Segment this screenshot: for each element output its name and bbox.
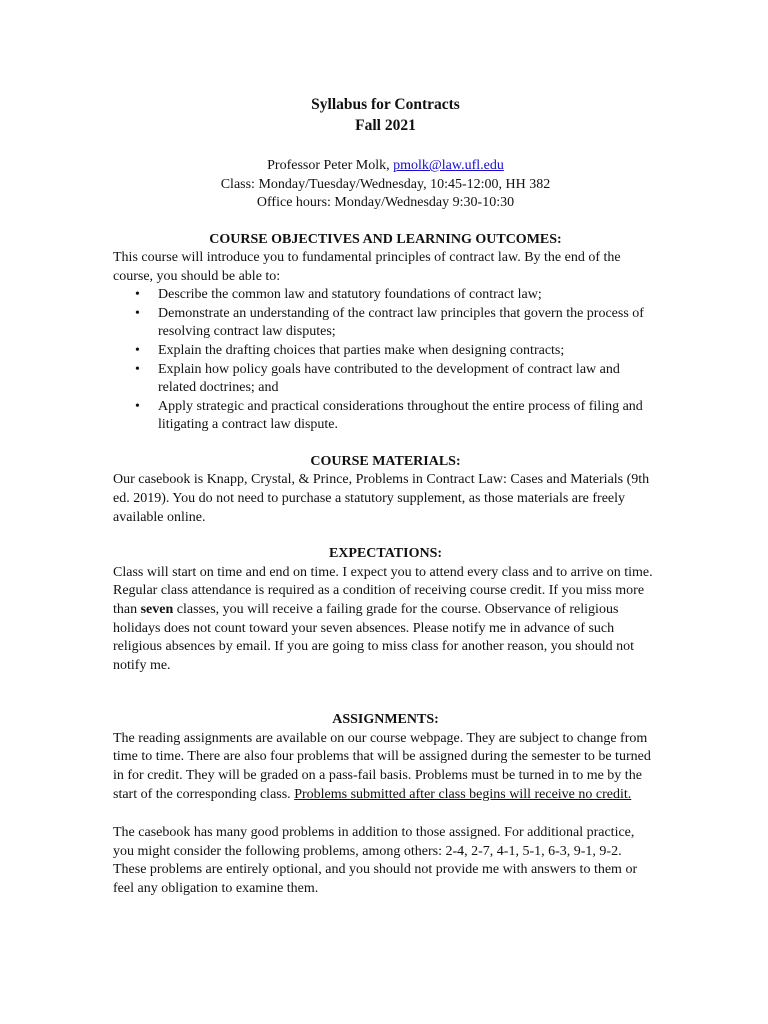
objective-text: Demonstrate an understanding of the contract law principles that govern the process of resolving contract law disputes; [158, 305, 644, 340]
class-schedule: Class: Monday/Tuesday/Wednesday, 10:45-12:00, HH 382 [220, 176, 551, 192]
expectations-text [113, 564, 658, 676]
objectives-list [113, 286, 658, 435]
assignments-text [113, 730, 658, 804]
objective-item [135, 305, 658, 342]
expectations-heading: EXPECTATIONS: [328, 546, 443, 562]
materials-text: Our casebook is Knapp, Crystal, & Prince, Problems in Contract Law: Cases and Materials (9th ed. 2019). You do not need to purchase a statutory supplement, as those materials are freely available online. [113, 472, 650, 525]
objective-text: Explain how policy goals have contributed to the development of contract law and related doctrines; and [158, 361, 620, 396]
objective-item [135, 361, 658, 398]
additional-problems-text: The casebook has many good problems in addition to those assigned. For additional practice, you might consider the following problems, among others: 2-4, 2-7, 4-1, 5-1, 6-3, 9-1, 9-2. These problems are entirely optional, and you should not provide me with answers to them or feel any obligation to examine them. [113, 825, 638, 896]
expectations-bold-word: seven [140, 601, 174, 617]
objective-item [135, 286, 658, 305]
bullet-icon: • [135, 305, 140, 321]
objective-item [135, 398, 658, 435]
professor-email-link[interactable]: pmolk@law.ufl.edu [393, 158, 504, 173]
objective-text: Explain the drafting choices that parties make when designing contracts; [158, 342, 565, 358]
expectations-text-part1: Class will start on time and end on time. I expect you to attend every class and to arrive on time. Regular class attendance is required as a condition of receiving course credit. If you miss more than [113, 564, 653, 617]
objectives-heading: COURSE OBJECTIVES AND LEARNING OUTCOMES: [209, 231, 562, 247]
bullet-icon: • [135, 287, 140, 303]
document-title: Syllabus for Contracts [311, 96, 460, 113]
bullet-icon: • [135, 398, 140, 414]
assignments-heading: ASSIGNMENTS: [332, 712, 439, 728]
objectives-intro: This course will introduce you to fundamental principles of contract law. By the end of the course, you should be able to: [113, 250, 621, 284]
bullet-icon: • [135, 361, 140, 377]
objective-item [135, 342, 658, 361]
objective-text: Apply strategic and practical considerations throughout the entire process of filing and litigating a contract law dispute. [158, 398, 643, 433]
document-term: Fall 2021 [355, 117, 416, 134]
professor-line [113, 157, 658, 176]
assignments-late-policy: Problems submitted after class begins will receive no credit. [294, 786, 632, 802]
syllabus-page [113, 0, 658, 899]
bullet-icon: • [135, 342, 140, 358]
materials-heading: COURSE MATERIALS: [310, 453, 461, 469]
professor-name: Professor Peter Molk, [267, 158, 394, 173]
office-hours: Office hours: Monday/Wednesday 9:30-10:30 [256, 195, 515, 210]
assignments-text-main: The reading assignments are available on our course webpage. They are subject to change from time to time. There are also four problems that will be assigned during the semester to be turned in for credit. They will be graded on a pass-fail basis. Problems must be turned in to me by the start of the corresponding class. [113, 730, 651, 802]
objective-text: Describe the common law and statutory foundations of contract law; [158, 287, 542, 303]
expectations-text-part2: classes, you will receive a failing grade for the course. Observance of religious holidays does not count toward your seven absences. Please notify me in advance of such religious absences by email. If you are going to miss class for another reason, you should not notify me. [113, 601, 634, 673]
